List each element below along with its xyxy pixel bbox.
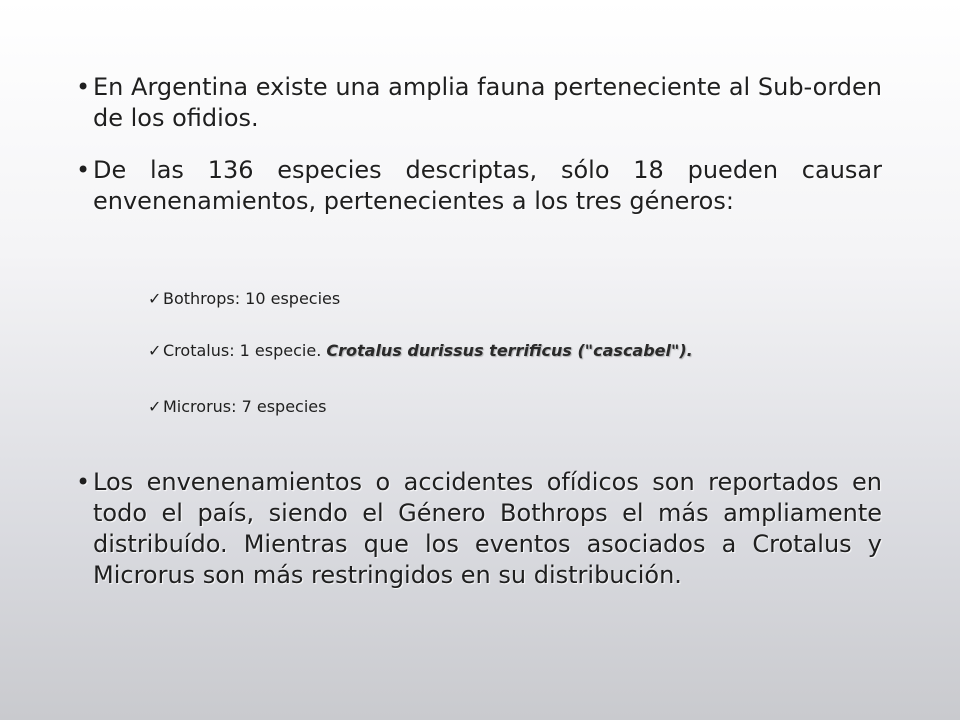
genus-item-bothrops	[148, 289, 340, 309]
bullet-species	[76, 155, 882, 217]
genus-text: Microrus: 7 especies	[163, 397, 327, 416]
check-icon: ✓	[148, 289, 162, 308]
bullet-marker: •	[76, 156, 91, 184]
bullet-text: De las 136 especies descriptas, sólo 18 pueden causar envenenamientos, pertenecientes a los tres géneros:	[93, 156, 882, 215]
genus-item-crotalus	[148, 341, 693, 361]
bullet-fauna	[76, 72, 882, 134]
bullet-distribution	[76, 467, 882, 591]
genus-text: Bothrops: 10 especies	[163, 289, 341, 308]
bullet-marker: •	[76, 73, 91, 101]
genus-item-microrus	[148, 397, 326, 417]
genus-text: Crotalus: 1 especie.	[163, 341, 327, 360]
check-icon: ✓	[148, 397, 162, 416]
bullet-text: En Argentina existe una amplia fauna perteneciente al Sub-orden de los ofidios.	[93, 73, 882, 132]
check-icon: ✓	[148, 341, 162, 360]
genus-species-name: Crotalus durissus terrificus ("cascabel").	[326, 341, 693, 360]
bullet-text: Los envenenamientos o accidentes ofídicos son reportados en todo el país, siendo el Género Bothrops el más ampliamente distribuído. Mientras que los eventos asociados a Crotalus y Microrus son más restringidos en su distribución.	[93, 468, 882, 589]
bullet-marker: •	[76, 468, 91, 496]
